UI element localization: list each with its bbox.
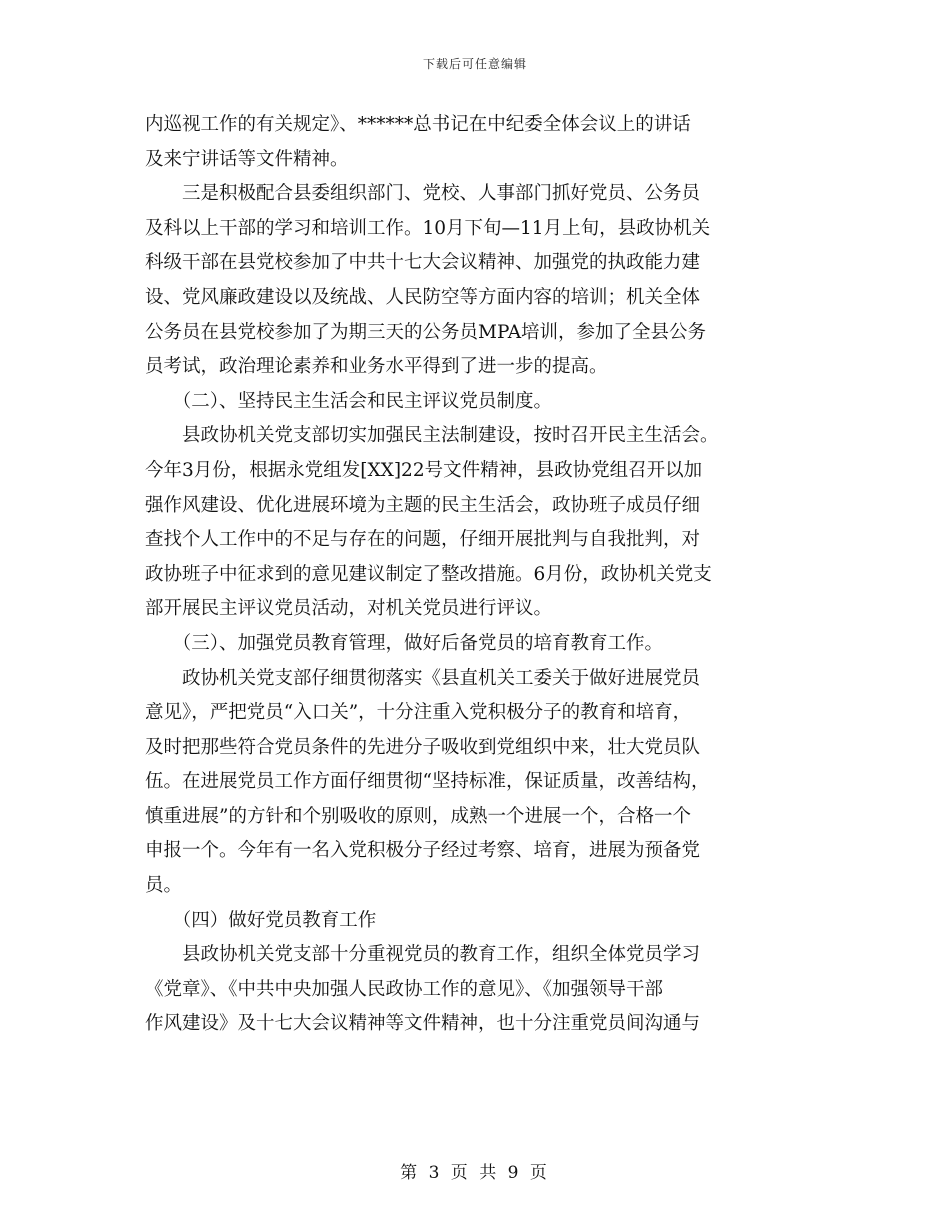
text-line: 及科以上干部的学习和培训工作。10月下旬—11月上旬，县政协机关 — [145, 217, 711, 239]
text-line: 员考试，政治理论素养和业务水平得到了进一步的提高。 — [145, 356, 608, 378]
text-line: 及时把那些符合党员条件的先进分子吸收到党组织中来，壮大党员队 — [145, 736, 701, 758]
text-line: 意见》，严把党员“入口关”，十分注重入党积极分子的教育和培育， — [145, 702, 692, 724]
text-line: 县政协机关党支部十分重视党员的教育工作，组织全体党员学习 — [145, 944, 701, 966]
text-line: 今年3月份，根据永党组发[XX]22号文件精神，县政协党组召开以加 — [145, 459, 703, 481]
text-line: 作风建设》及十七大会议精神等文件精神，也十分注重党员间沟通与 — [145, 1013, 701, 1035]
text-line: （四）做好党员教育工作 — [145, 909, 377, 931]
text-line: 设、党风廉政建设以及统战、人民防空等方面内容的培训；机关全体 — [145, 286, 701, 308]
page-number-footer: 第 3 页 共 9 页 — [400, 1163, 550, 1183]
document-body — [145, 108, 810, 1042]
page-header: 下载后可任意编辑 — [422, 57, 527, 71]
text-line: 县政协机关党支部切实加强民主法制建设，按时召开民主生活会。 — [145, 425, 719, 447]
text-line: 内巡视工作的有关规定》、******总书记在中纪委全体会议上的讲话 — [145, 114, 691, 135]
text-line: 政协班子中征求到的意见建议制定了整改措施。6月份，政协机关党支 — [145, 563, 712, 585]
text-line: 申报一个。今年有一名入党积极分子经过考察、培育，进展为预备党 — [145, 840, 701, 862]
text-line: 《党章》、《中共中央加强人民政协工作的意见》、《加强领导干部 — [145, 978, 664, 1000]
text-line: （二）、坚持民主生活会和民主评议党员制度。 — [145, 390, 553, 412]
text-line: 强作风建设、优化进展环境为主题的民主生活会，政协班子成员仔细 — [145, 494, 701, 516]
text-line: 部开展民主评议党员活动，对机关党员进行评议。 — [145, 598, 553, 620]
text-line: 伍。在进展党员工作方面仔细贯彻“坚持标准，保证质量，改善结构， — [145, 771, 710, 793]
text-line: 科级干部在县党校参加了中共十七大会议精神、加强党的执政能力建 — [145, 252, 701, 274]
text-line: 政协机关党支部仔细贯彻落实《县直机关工委关于做好进展党员 — [145, 667, 701, 689]
text-line: 慎重进展”的方针和个别吸收的原则，成熟一个进展一个，合格一个 — [145, 805, 691, 827]
text-line: 员。 — [145, 875, 183, 897]
text-line: （三）、加强党员教育管理，做好后备党员的培育教育工作。 — [145, 632, 664, 654]
text-line: 查找个人工作中的不足与存在的问题，仔细开展批判与自我批判，对 — [145, 529, 701, 551]
text-line: 公务员在县党校参加了为期三天的公务员MPA培训，参加了全县公务 — [145, 321, 707, 343]
text-line: 三是积极配合县委组织部门、党校、人事部门抓好党员、公务员 — [145, 183, 701, 205]
text-line: 及来宁讲话等文件精神。 — [145, 148, 349, 170]
